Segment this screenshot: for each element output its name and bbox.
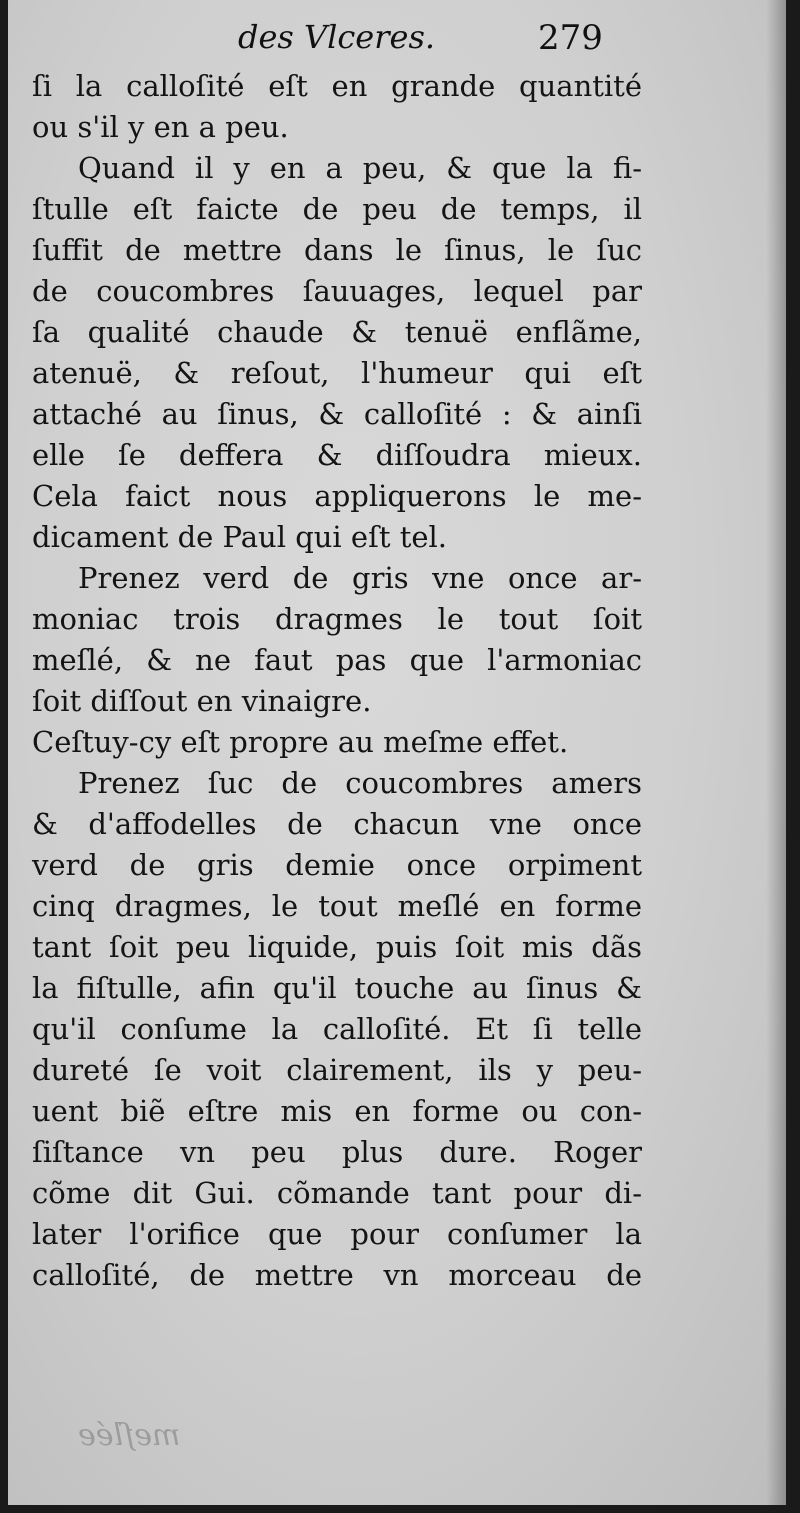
text-line: ſi la calloſité eſt en grande quantité [32, 69, 642, 103]
text-line: dureté ſe voit clairement, ils y peu- [32, 1053, 642, 1087]
text-line: dicament de Paul qui eſt tel. [32, 520, 448, 554]
text-line: de coucombres ſauuages, lequel par [32, 274, 642, 308]
text-line: moniac trois dragmes le tout ſoit [32, 602, 642, 636]
text-line: cinq dragmes, le tout meſlé en forme [32, 889, 642, 923]
text-line: attaché au ſinus, & calloſité : & ainſi [32, 397, 642, 431]
page-header [8, 10, 786, 60]
text-line: later l'orifice que pour conſumer la [32, 1217, 642, 1251]
text-line: verd de gris demie once orpiment [32, 848, 642, 882]
text-line: ſiſtance vn peu plus dure. Roger [32, 1135, 642, 1169]
text-line: la fiſtulle, afin qu'il touche au ſinus & [32, 971, 642, 1005]
text-line: Prenez verd de gris vne once ar- [78, 561, 642, 595]
text-line: qu'il conſume la calloſité. Et ſi telle [32, 1012, 642, 1046]
text-line: atenuë, & reſout, l'humeur qui eſt [32, 356, 642, 390]
text-line: ou s'il y en a peu. [32, 110, 289, 144]
running-head: des Vlceres. [238, 18, 436, 56]
body-text [32, 66, 642, 1296]
text-line: ſa qualité chaude & tenuë enflãme, [32, 315, 642, 349]
text-line: Cela faict nous appliquerons le me- [32, 479, 642, 513]
page-number: 279 [538, 18, 603, 58]
text-line: Quand il y en a peu, & que la fi- [78, 151, 642, 185]
text-line: & d'affodelles de chacun vne once [32, 807, 642, 841]
bleed-through-text: meſlée [78, 1418, 181, 1453]
text-line: Prenez ſuc de coucombres amers [78, 766, 642, 800]
text-line: calloſité, de mettre vn morceau de [32, 1258, 642, 1292]
text-line: meſlé, & ne faut pas que l'armoniac [32, 643, 642, 677]
text-line: ſtulle eſt faicte de peu de temps, il [32, 192, 642, 226]
book-page [8, 0, 786, 1505]
text-line: tant ſoit peu liquide, puis ſoit mis dãs [32, 930, 642, 964]
text-line: cõme dit Gui. cõmande tant pour di- [32, 1176, 642, 1210]
text-line: elle ſe deffera & diſſoudra mieux. [32, 438, 642, 472]
text-line: uent biẽ eſtre mis en forme ou con- [32, 1094, 642, 1128]
text-line: Ceſtuy-cy eſt propre au meſme effet. [32, 725, 569, 759]
text-line: ſoit diſſout en vinaigre. [32, 684, 372, 718]
text-line: ſuffit de mettre dans le ſinus, le ſuc [32, 233, 642, 267]
